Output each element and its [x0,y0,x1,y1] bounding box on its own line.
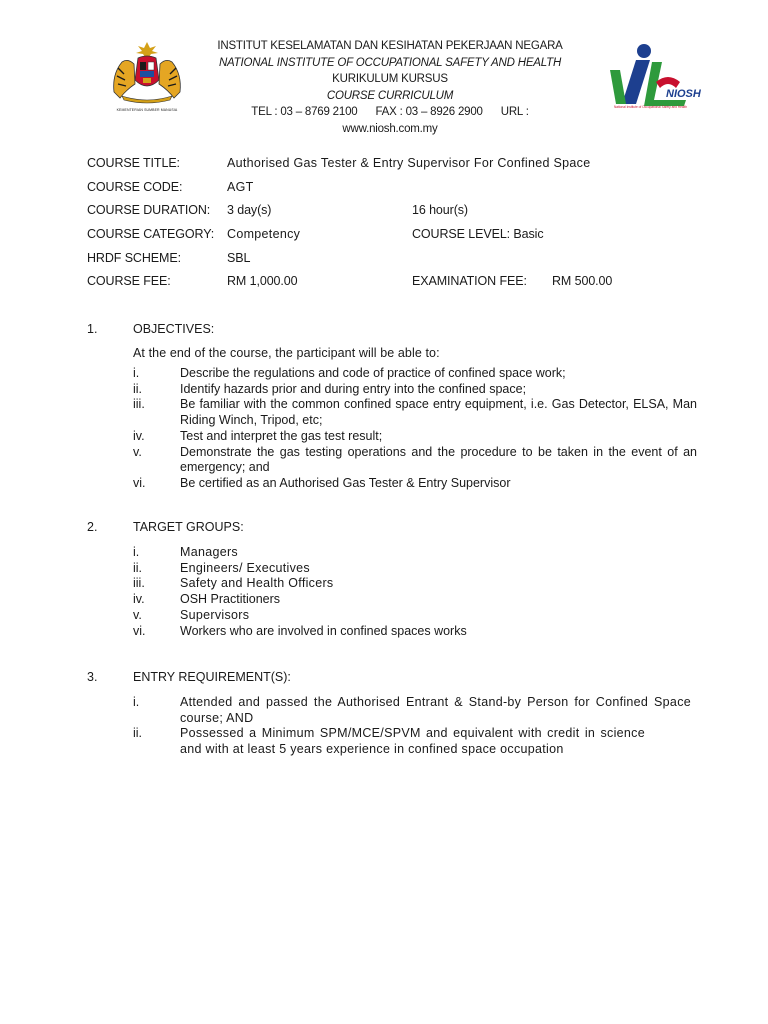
institute-name-malay: INSTITUT KESELAMATAN DAN KESIHATAN PEKERJAAN NEGARA [217,40,563,52]
niosh-tagline: National Institute of Occupational Safety and Health [614,105,688,109]
course-duration-label: COURSE DURATION: [87,203,211,218]
course-title-value: Authorised Gas Tester & Entry Supervisor For Confined Space [227,156,591,170]
niosh-logo [606,42,706,114]
objectives-intro: At the end of the course, the participant will be able to: [133,346,440,360]
section-title: OBJECTIVES: [133,322,215,336]
course-category-row [87,227,707,251]
course-category-value: Competency [227,227,301,242]
entry-requirements-list [87,695,691,758]
hrdf-scheme-row [87,251,707,275]
course-code-value: AGT [227,179,254,194]
course-category-label: COURSE CATEGORY: [87,227,215,242]
list-item: v. Supervisors [133,607,250,622]
course-duration-row [87,203,707,227]
list-item: iii. Be familiar with the common confined space entry equipment, i.e. Gas Detector, ELSA, Man Riding Winch, Tripod, etc; [133,397,697,428]
hrdf-scheme-value: SBL [227,250,251,265]
niosh-logo-icon [606,42,706,108]
institute-name-english: NATIONAL INSTITUTE OF OCCUPATIONAL SAFETY AND HEALTH [218,56,562,69]
course-code-row [87,180,707,204]
objectives-list [87,366,697,492]
course-fee-label: COURSE FEE: [87,274,171,289]
examination-fee-value: RM 500.00 [552,274,613,289]
contact-line [180,104,600,121]
fax: FAX : 03 – 8926 2900 [375,106,483,118]
objectives-section [87,322,697,492]
curriculum-title-english: COURSE CURRICULUM [326,89,454,102]
list-item: vi. Be certified as an Authorised Gas Tester & Entry Supervisor [133,475,511,490]
crest-icon [104,40,190,106]
malaysia-crest-logo [104,40,190,118]
list-item: i. Managers [133,545,238,559]
list-item: iv. Test and interpret the gas test result; [133,428,383,443]
course-duration-days: 3 day(s) [227,203,272,218]
document-header [180,38,600,137]
objectives-heading [87,322,697,338]
list-item: ii. Possessed a Minimum SPM/MCE/SPVM and equivalent with credit in science and with at least 5 years experience in confined space occupation [133,726,645,757]
course-fee-value: RM 1,000.00 [227,274,298,289]
section-title: TARGET GROUPS: [133,520,244,534]
target-groups-list [87,545,697,639]
list-item: ii. Engineers/ Executives [133,560,310,575]
section-number: 3. [87,670,98,684]
section-title: ENTRY REQUIREMENT(S): [133,670,291,684]
section-number: 2. [87,520,98,534]
entry-requirements-heading [87,670,697,686]
course-fee-row [87,274,707,298]
section-number: 1. [87,322,98,336]
crest-caption: KEMENTERIAN SUMBER MANUSIA [116,108,178,112]
telephone: TEL : 03 – 8769 2100 [251,106,358,118]
list-item: iv. OSH Practitioners [133,592,281,607]
niosh-logo-wordmark: NIOSH [666,88,701,100]
list-item: iii. Safety and Health Officers [133,576,334,591]
url-label: URL : [500,106,529,118]
course-level: COURSE LEVEL: Basic [412,227,544,242]
list-item: v. Demonstrate the gas testing operations and the procedure to be taken in the event of an emergency; and [133,444,697,475]
list-item: vi. Workers who are involved in confined spaces works [133,623,467,638]
entry-requirements-section [87,670,697,758]
course-title-row [87,156,707,180]
course-code-label: COURSE CODE: [87,179,183,194]
target-groups-section [87,520,697,639]
list-item: ii. Identify hazards prior and during entry into the confined space; [133,381,527,396]
list-item: i. Attended and passed the Authorised Entrant & Stand-by Person for Confined Space course; AND [133,695,691,725]
course-title-label: COURSE TITLE: [87,156,180,170]
target-groups-heading [87,520,697,536]
curriculum-title-malay: KURIKULUM KURSUS [332,73,448,85]
course-duration-hours: 16 hour(s) [412,203,468,218]
website-url[interactable]: www.niosh.com.my [342,122,438,135]
course-info [87,156,707,298]
hrdf-scheme-label: HRDF SCHEME: [87,250,181,265]
examination-fee-label: EXAMINATION FEE: [412,274,527,289]
list-item: i. Describe the regulations and code of practice of confined space work; [133,366,566,380]
